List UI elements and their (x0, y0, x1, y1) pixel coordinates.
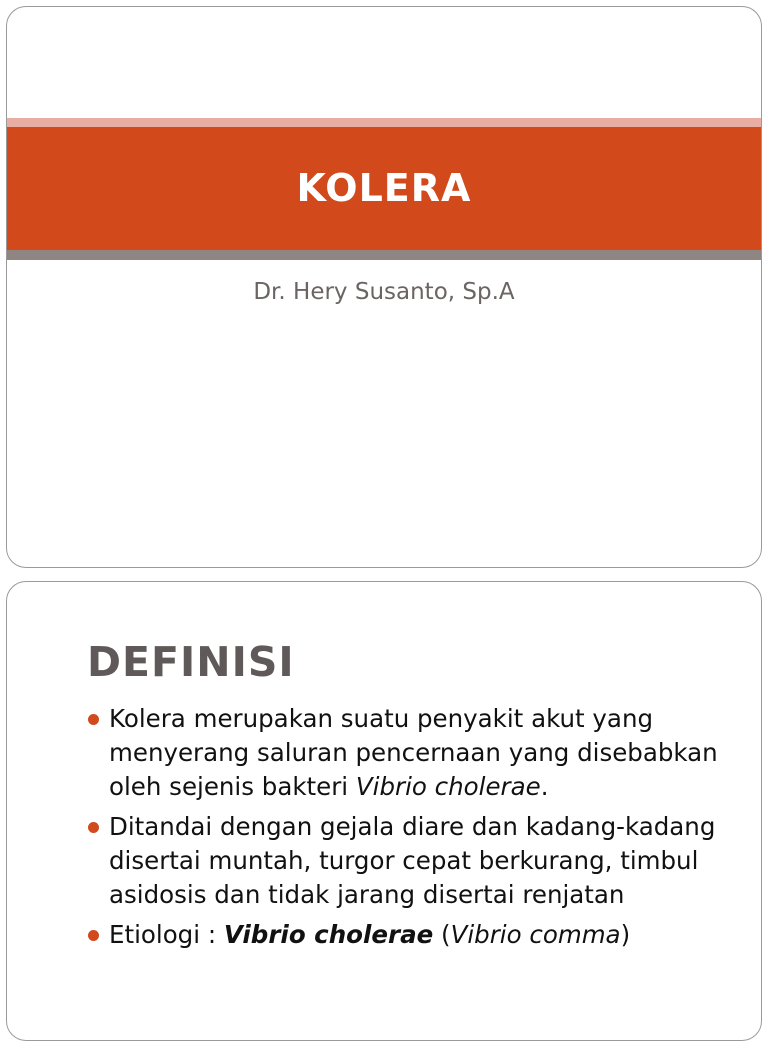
bullet-text: Ditandai dengan gejala diare dan kadang-kadang disertai muntah, turgor cepat berkurang, timbul asidosis dan tidak jarang disertai renjatan (109, 812, 716, 909)
title-band-top-stripe (7, 118, 761, 127)
bullet-dot-icon (88, 714, 99, 725)
bullet-italic-text: Vibrio cholerae (355, 772, 541, 801)
bullet-dot-icon (88, 930, 99, 941)
bullet-item (87, 918, 727, 952)
title-slide (6, 6, 762, 568)
bullet-label: Etiologi : (109, 920, 224, 949)
bullet-item (87, 702, 727, 804)
title-band-bottom-stripe (7, 250, 761, 260)
slide-heading: DEFINISI (87, 638, 295, 686)
bullet-list (87, 702, 727, 958)
bullet-dot-icon (88, 822, 99, 833)
slide-subtitle: Dr. Hery Susanto, Sp.A (253, 279, 515, 305)
definition-slide (6, 581, 762, 1041)
bullet-item (87, 810, 727, 912)
bullet-close-paren: ) (620, 920, 631, 949)
slide-title: KOLERA (296, 166, 472, 210)
bullet-open-paren: ( (433, 920, 451, 949)
bullet-bold-italic-text: Vibrio cholerae (223, 920, 434, 949)
bullet-text-end: . (540, 772, 549, 801)
bullet-italic-text: Vibrio comma (450, 920, 621, 949)
bullet-text: Kolera merupakan suatu penyakit akut yang menyerang saluran pencernaan yang disebabkan oleh sejenis bakteri (109, 704, 718, 801)
